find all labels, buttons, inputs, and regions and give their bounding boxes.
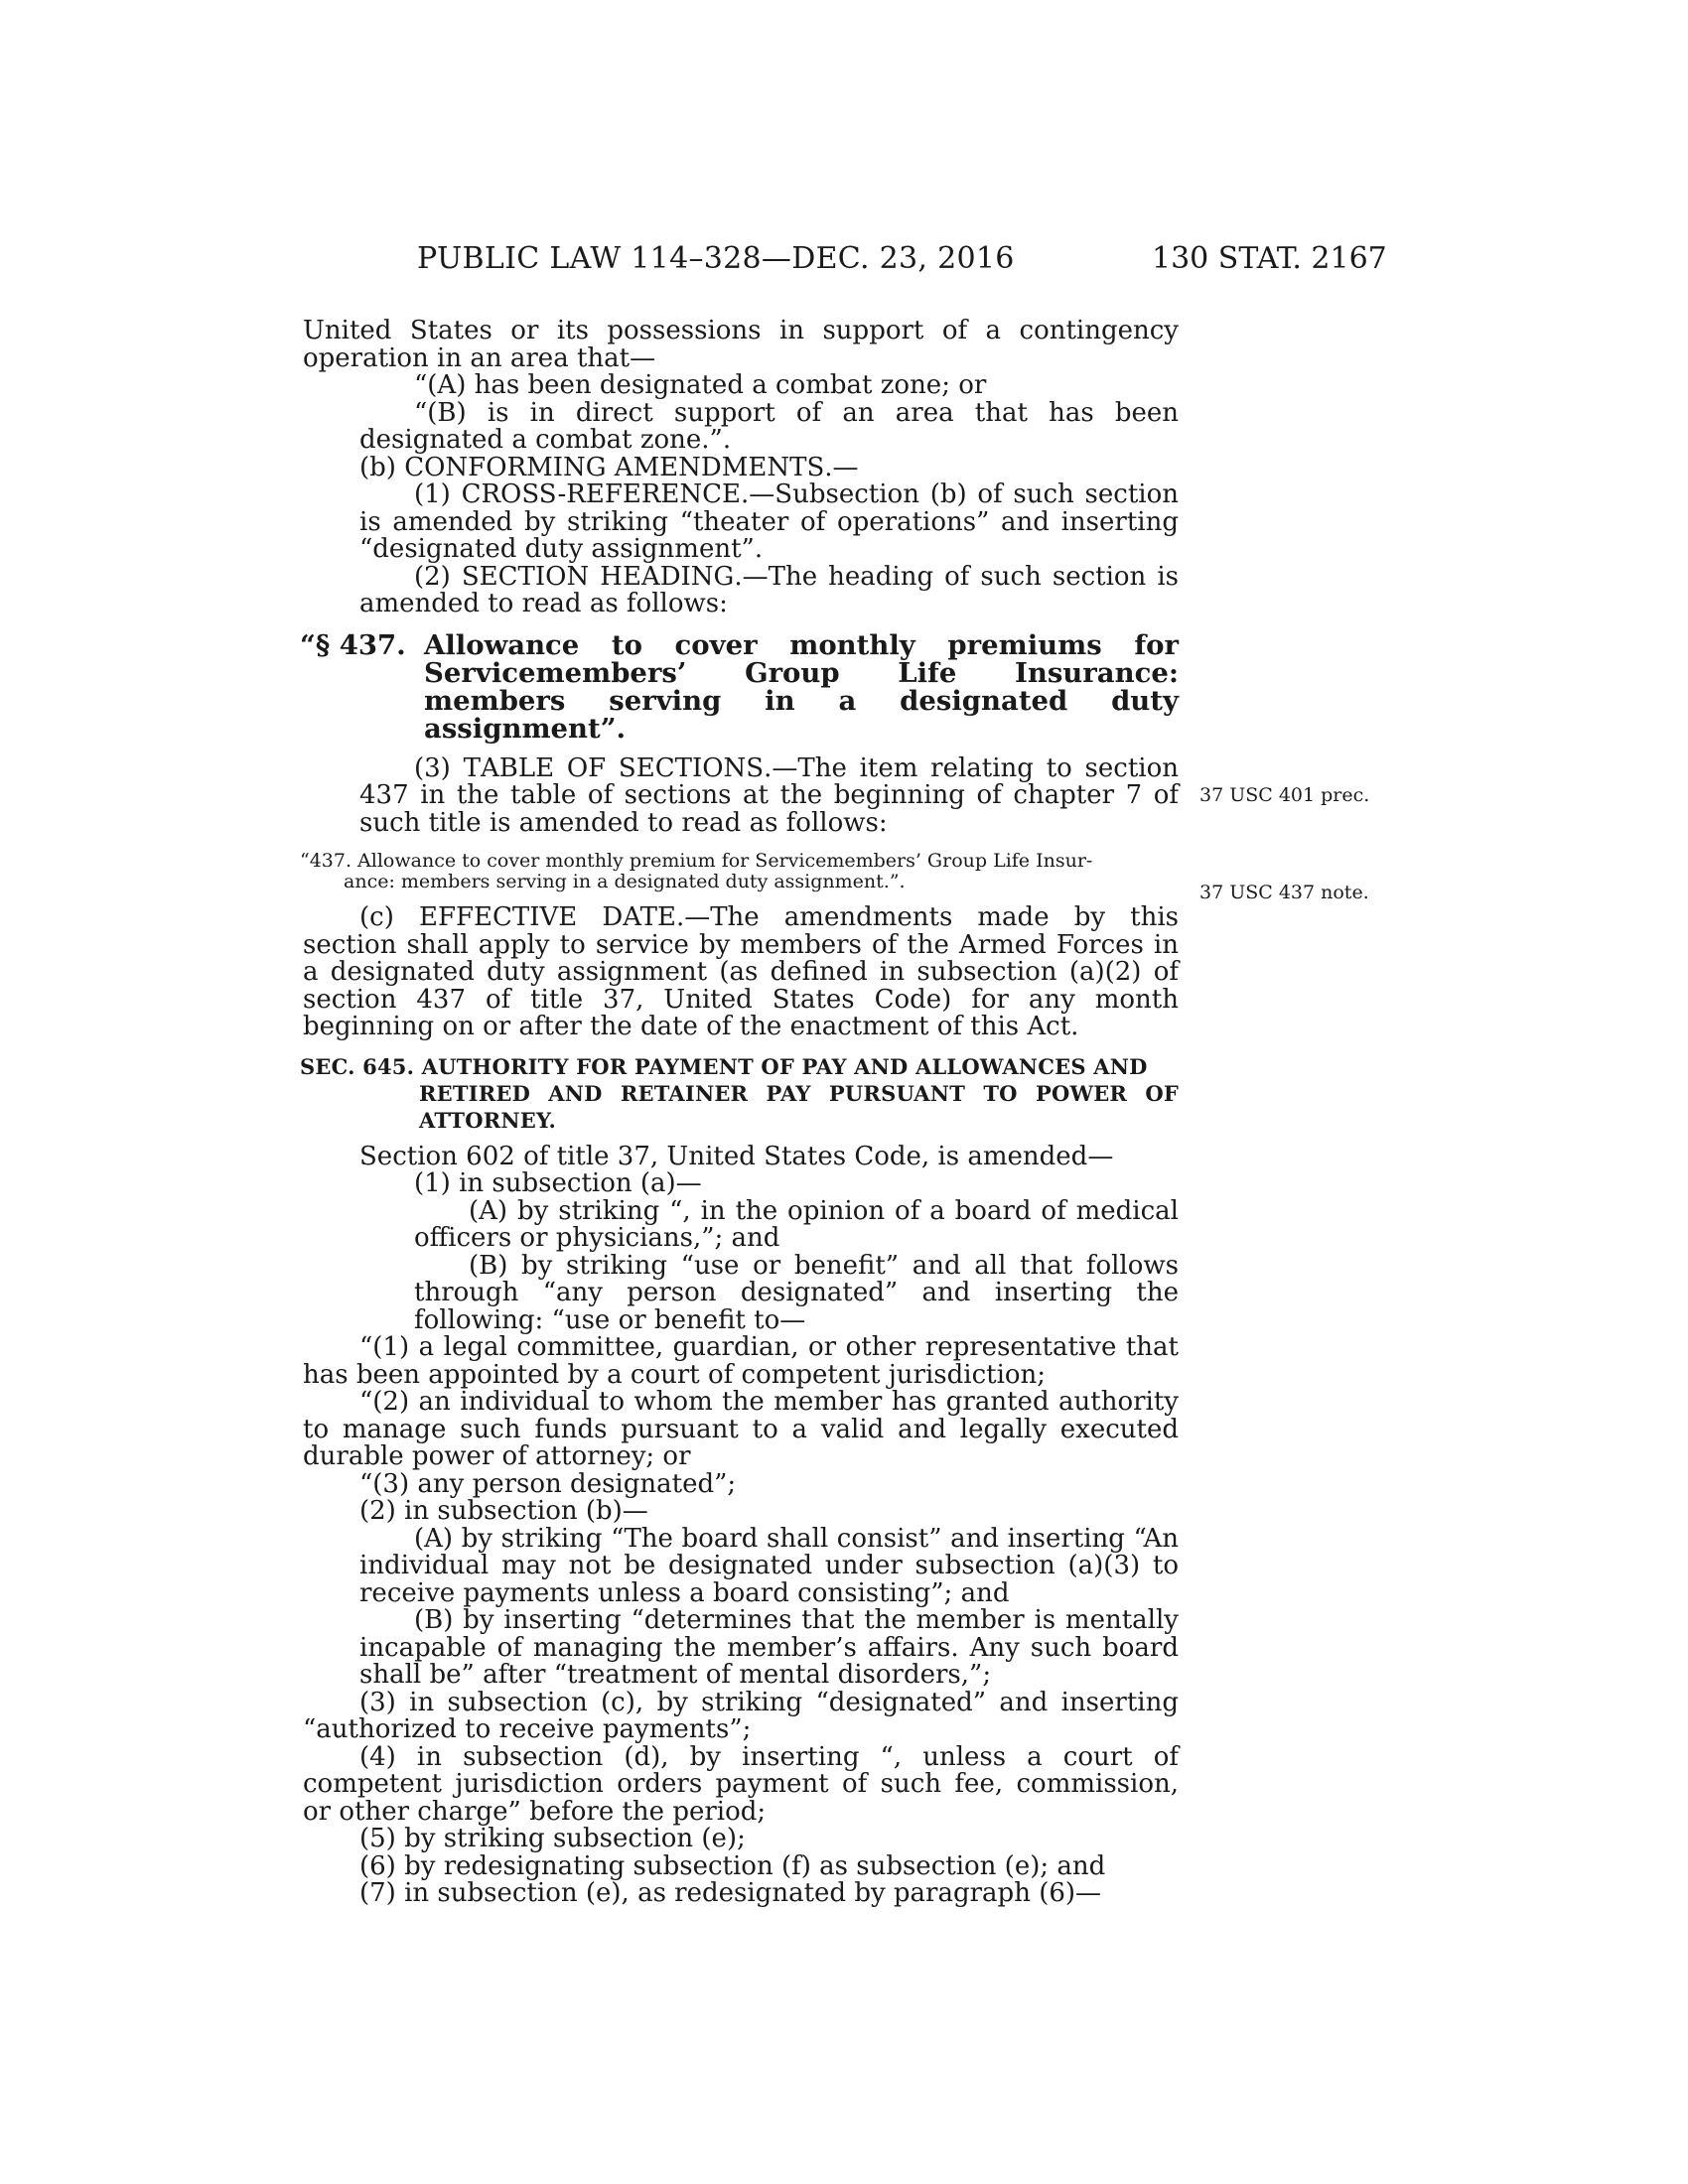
quoted-paragraph-2: “(2) an individual to whom the member has granted authority to manage such funds pursuant to a valid and legally executed durable power of attorney; or [303, 1387, 1179, 1471]
clause-a: “(A) has been designated a combat zone; or [414, 370, 987, 400]
subsection-c-effective-date: (c) EFFECTIVE DATE.—The amendments made by this section shall apply to service by members of the Armed Forces in a designated duty assignment (as defined in subsection (a)(2) of section 437 of title 37, United States Code) for any month beginning on or after the date of the enactment of this Act. [303, 902, 1179, 1041]
table-of-sections-entry: “437. Allowance to cover monthly premium for Servicemembers’ Group Life Insur- ance: members serving in a designated duty assignment.”. [300, 850, 1093, 892]
paragraph-7: (7) in subsection (e), as redesignated by paragraph (6)— [359, 1878, 1102, 1908]
paragraph-cross-reference: (1) CROSS-REFERENCE.—Subsection (b) of such section is amended by striking “theater of operations” and inserting “designated duty assignment”. [359, 479, 1179, 564]
paragraph-2-a: (A) by striking “The board shall consist” and inserting “An individual may not be designated under subsection (a)(3) to receive payments unless a board consisting”; and [359, 1523, 1179, 1608]
margin-note-usc-437: 37 USC 437 note. [1199, 882, 1369, 903]
section-602-intro: Section 602 of title 37, United States Code, is amended— [359, 1141, 1114, 1171]
paragraph-continuation: United States or its possessions in support of a contingency operation in an area that— [303, 316, 1179, 373]
quoted-paragraph-1: “(1) a legal committee, guardian, or other representative that has been appointed by a court of competent jurisdiction; [303, 1332, 1179, 1390]
running-header-law: PUBLIC LAW 114–328—DEC. 23, 2016 [417, 241, 1015, 276]
paragraph-2-b: (B) by inserting “determines that the member is mentally incapable of managing the member’s affairs. Any such board shall be” after “treatment of mental disorders,”; [359, 1605, 1179, 1690]
paragraph-2: (2) in subsection (b)— [359, 1496, 648, 1526]
subsection-b-heading: (b) CONFORMING AMENDMENTS.— [359, 452, 859, 482]
paragraph-1-a: (A) by striking “, in the opinion of a board of medical officers or physicians,”; and [414, 1195, 1179, 1253]
section-437-heading: “§ 437. Allowance to cover monthly premiums for Servicemembers’ Group Life Insurance: members serving in a designated duty assignment”. [300, 628, 1179, 745]
running-header-stat-page: 130 STAT. 2167 [1152, 241, 1387, 276]
quoted-paragraph-3: “(3) any person designated”; [359, 1468, 737, 1499]
document-body [300, 316, 1180, 1908]
margin-note-usc-401: 37 USC 401 prec. [1199, 784, 1370, 806]
paragraph-3: (3) in subsection (c), by striking “designated” and inserting “authorized to receive payments”; [303, 1687, 1179, 1744]
paragraph-5: (5) by striking subsection (e); [359, 1824, 746, 1853]
paragraph-1-b: (B) by striking “use or benefit” and all that follows through “any person designated” and inserting the following: “use or benefit to— [414, 1250, 1179, 1335]
paragraph-4: (4) in subsection (d), by inserting “, unless a court of competent jurisdiction orders payment of such fee, commission, or other charge” before the period; [303, 1741, 1179, 1827]
paragraph-section-heading: (2) SECTION HEADING.—The heading of such section is amended to read as follows: [359, 561, 1179, 618]
paragraph-table-of-sections: (3) TABLE OF SECTIONS.—The item relating to section 437 in the table of sections at the beginning of chapter 7 of such title is amended to read as follows: [359, 752, 1180, 838]
paragraph-1: (1) in subsection (a)— [414, 1168, 702, 1198]
paragraph-6: (6) by redesignating subsection (f) as subsection (e); and [359, 1850, 1106, 1881]
clause-b: “(B) is in direct support of an area that has been designated a combat zone.”. [359, 397, 1179, 455]
section-645-heading: SEC. 645. AUTHORITY FOR PAYMENT OF PAY AND ALLOWANCES AND RETIRED AND RETAINER PAY PURSUANT TO POWER OF ATTORNEY. [300, 1053, 1179, 1133]
